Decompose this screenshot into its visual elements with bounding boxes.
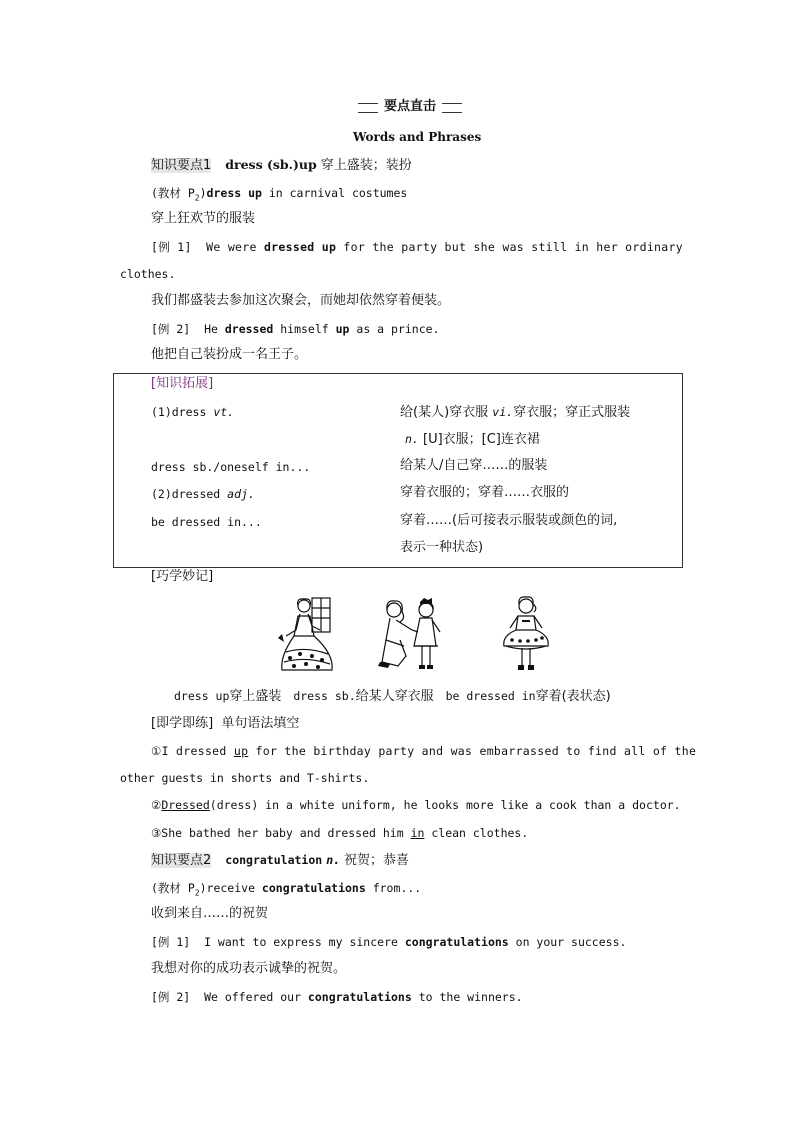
example-keyword: congratulations: [307, 990, 412, 1004]
question-text: (dress) in a white uniform, he looks more like a cook than a doctor.: [209, 798, 681, 812]
expansion-row-right: 表示一种状态): [400, 540, 484, 555]
banner-right-rule: [442, 103, 462, 113]
practice-heading: [151, 716, 299, 732]
practice-task: 单句语法填空: [221, 716, 300, 731]
expansion-title: [知识拓展]: [151, 376, 214, 391]
caption-cn: 穿着(表状态): [535, 689, 611, 704]
banner-title: 要点直击: [383, 99, 436, 114]
kp2-term: congratulation: [225, 853, 323, 867]
kp2-textbook-rest: from...: [365, 881, 422, 895]
answer-blank: in: [410, 826, 425, 840]
expansion-row-left: [151, 404, 234, 420]
kp2-pos: n.: [326, 853, 341, 867]
question-number: ②: [151, 798, 162, 812]
memory-title: [巧学妙记]: [151, 569, 214, 584]
expansion-row-right: [400, 404, 630, 421]
kp1-example-1-cont: clothes.: [120, 267, 176, 281]
example-text: We offered our: [204, 990, 308, 1004]
kp1-textbook-page: 2: [194, 193, 200, 203]
expansion-pos: vt.: [213, 405, 235, 419]
practice-q1-cont: other guests in shorts and T-shirts.: [120, 771, 370, 785]
be-dressed-in-illustration: [500, 594, 552, 676]
expansion-row-left: [151, 486, 255, 502]
example-label: [例 2]: [151, 990, 191, 1004]
memory-captions: [174, 688, 611, 705]
example-text: I want to express my sincere: [204, 935, 405, 949]
example-label: [例 1]: [151, 935, 191, 949]
example-text: to the winners.: [411, 990, 523, 1004]
example-text: as a prince.: [349, 322, 440, 336]
example-keyword: up: [335, 322, 350, 336]
question-text: ③She bathed her baby and dressed him: [151, 826, 411, 840]
kp1-textbook: [151, 185, 407, 206]
caption-en: dress up: [174, 689, 230, 703]
section-banner: [358, 98, 462, 116]
kp1-textbook-bold: dress up: [206, 186, 262, 200]
banner-left-rule: [358, 103, 378, 113]
expansion-row-left: be dressed in...: [151, 515, 262, 529]
example-text: on your success.: [508, 935, 627, 949]
practice-q3: [151, 825, 528, 841]
kp1-term: dress (sb.)up: [225, 157, 317, 172]
kp2-example-2: [151, 989, 523, 1005]
kp1-example-1-cn: 我们都盛装去参加这次聚会，而她却依然穿着便装。: [151, 293, 451, 308]
expansion-row-left: dress sb./oneself in...: [151, 460, 311, 474]
kp1-label: 知识要点1: [151, 158, 212, 173]
practice-title: [即学即练]: [151, 716, 214, 731]
expansion-row-right: 穿着……(后可接表示服装或颜色的词,: [400, 513, 618, 528]
expansion-meaning: 给(某人)穿衣服: [400, 405, 493, 420]
expansion-pos: n.: [405, 432, 419, 446]
expansion-meaning: 穿衣服；穿正式服装: [513, 405, 631, 420]
example-text: We were: [206, 240, 264, 254]
kp1-textbook-prefix: (教材 P: [151, 186, 195, 200]
expansion-pos: vi.: [492, 405, 514, 419]
expansion-row-right: 给某人/自己穿……的服装: [400, 458, 548, 473]
kp2-label: 知识要点2: [151, 853, 212, 868]
kp1-textbook-cn: 穿上狂欢节的服装: [151, 211, 256, 226]
expansion-term: (2)dressed: [151, 487, 228, 501]
kp1-heading: [151, 157, 412, 174]
kp1-example-2: [151, 321, 440, 337]
kp1-meaning: 穿上盛装；装扮: [320, 158, 412, 173]
dress-up-illustration: [276, 596, 338, 676]
kp1-textbook-rest: in carnival costumes: [261, 186, 408, 200]
kp1-textbook-suffix: ): [199, 186, 207, 200]
practice-q1: [151, 743, 696, 759]
example-text: He: [204, 322, 225, 336]
expansion-pos: adj.: [227, 487, 255, 501]
kp2-textbook-bold: congratulations: [261, 881, 366, 895]
example-label: [例 2]: [151, 322, 191, 336]
example-text: himself: [273, 322, 336, 336]
caption-en: be dressed in: [445, 689, 536, 703]
kp2-example-1-cn: 我想对你的成功表示诚挚的祝贺。: [151, 961, 347, 976]
subtitle: Words and Phrases: [353, 130, 482, 144]
kp2-textbook-cn: 收到来自……的祝贺: [151, 906, 269, 921]
question-text: ①I dressed: [151, 744, 234, 758]
answer-blank: Dressed: [161, 798, 210, 812]
example-keyword: congratulations: [404, 935, 509, 949]
example-label: [例 1]: [151, 240, 192, 254]
expansion-term: (1)dress: [151, 405, 214, 419]
question-text: for the birthday party and was embarrassed to find all of the: [248, 744, 697, 758]
example-keyword: dressed up: [263, 240, 337, 254]
expansion-meaning: [U]衣服；[C]连衣裙: [418, 432, 540, 447]
question-text: clean clothes.: [424, 826, 529, 840]
kp2-example-1: [151, 934, 626, 950]
kp1-example-2-cn: 他把自己装扮成一名王子。: [151, 347, 308, 362]
kp1-example-1: [151, 239, 683, 255]
kp2-textbook-prefix: (教材 P: [151, 881, 195, 895]
kp2-textbook-suffix: )receive: [199, 881, 262, 895]
kp2-textbook-page: 2: [194, 888, 200, 898]
answer-blank: up: [233, 744, 249, 758]
example-text: for the party but she was still in her ordinary: [336, 240, 683, 254]
expansion-row-right: 穿着衣服的；穿着……衣服的: [400, 485, 570, 500]
caption-cn: 给某人穿衣服: [355, 689, 434, 704]
practice-q2: [151, 797, 681, 813]
kp2-heading: [151, 852, 409, 869]
kp2-textbook: [151, 880, 421, 901]
example-keyword: dressed: [224, 322, 274, 336]
caption-cn: 穿上盛装: [229, 689, 282, 704]
caption-en: dress sb.: [293, 689, 356, 703]
expansion-row-right: [405, 431, 540, 448]
dress-sb-illustration: [378, 596, 448, 676]
kp2-meaning: 祝贺；恭喜: [344, 853, 410, 868]
